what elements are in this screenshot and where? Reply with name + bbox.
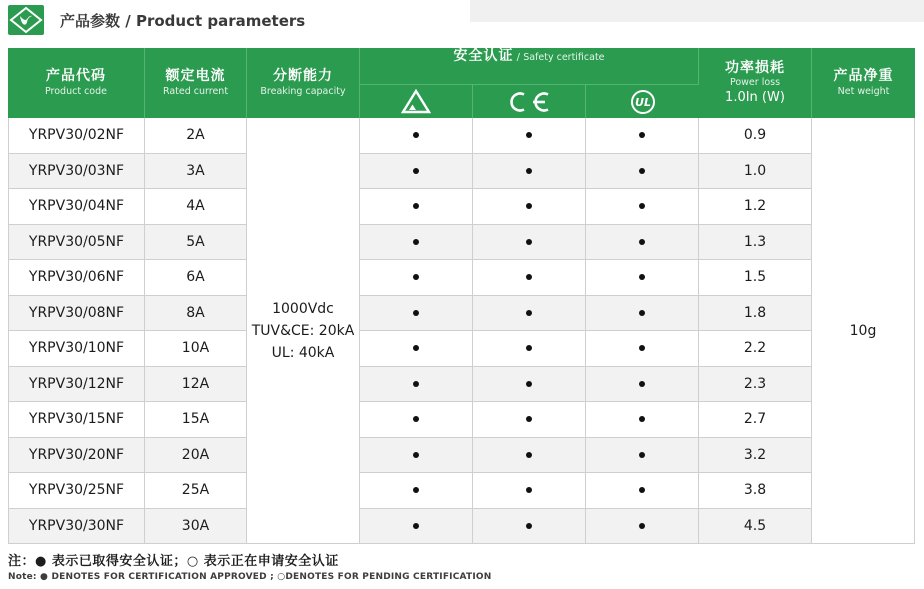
- tuv-cert-cell: [360, 118, 473, 154]
- col-header-ce: [473, 85, 586, 118]
- cert-approved-dot: [526, 239, 532, 245]
- tuv-cert-cell: [360, 438, 473, 474]
- brand-logo-icon: [8, 5, 44, 35]
- cert-approved-dot: [526, 274, 532, 280]
- power-loss-cell: 0.9: [699, 118, 812, 154]
- cert-approved-dot: [526, 168, 532, 174]
- tuv-cert-cell: [360, 296, 473, 332]
- col-header-tuv: [360, 85, 473, 118]
- power-loss-cell: 1.0: [699, 154, 812, 190]
- cert-approved-dot: [639, 416, 645, 422]
- page-title-en: Product parameters: [135, 11, 306, 30]
- col-header-product-code-en: Product code: [44, 85, 107, 97]
- cert-approved-dot: [413, 132, 419, 138]
- tuv-cert-cell: [360, 225, 473, 261]
- product-code-cell: YRPV30/06NF: [8, 260, 145, 296]
- net-weight-value: 10g: [849, 322, 877, 339]
- footnotes: [8, 550, 491, 582]
- cert-approved-dot: [413, 452, 419, 458]
- safety-certificate-separator: /: [513, 52, 524, 63]
- ul-cert-cell: [586, 331, 699, 367]
- cert-approved-dot: [413, 345, 419, 351]
- tuv-cert-cell: [360, 509, 473, 545]
- cert-approved-dot: [413, 274, 419, 280]
- rated-current-cell: 4A: [145, 189, 247, 225]
- power-loss-cell: 1.2: [699, 189, 812, 225]
- ul-cert-cell: [586, 225, 699, 261]
- product-code-cell: YRPV30/04NF: [8, 189, 145, 225]
- cert-approved-dot: [526, 132, 532, 138]
- cert-approved-dot: [526, 203, 532, 209]
- rated-current-cell: 10A: [145, 331, 247, 367]
- page-title-separator: /: [120, 11, 136, 30]
- ce-cert-cell: [473, 438, 586, 474]
- power-loss-cell: 1.5: [699, 260, 812, 296]
- col-header-breaking-capacity-zh: 分断能力: [273, 68, 333, 85]
- ce-cert-cell: [473, 367, 586, 403]
- tuv-triangle-icon: [401, 89, 431, 115]
- breaking-capacity-merged-cell: [247, 118, 360, 544]
- ul-cert-cell: [586, 189, 699, 225]
- ul-cert-cell: [586, 296, 699, 332]
- rated-current-cell: 12A: [145, 367, 247, 403]
- cert-approved-dot: [639, 523, 645, 529]
- cert-approved-dot: [526, 310, 532, 316]
- cert-approved-dot: [526, 345, 532, 351]
- col-header-rated-current: [145, 48, 247, 118]
- tuv-cert-cell: [360, 154, 473, 190]
- ul-cert-cell: [586, 402, 699, 438]
- product-code-cell: YRPV30/03NF: [8, 154, 145, 190]
- ce-mark-icon: [507, 91, 551, 113]
- power-loss-cell: 2.3: [699, 367, 812, 403]
- cert-approved-dot: [413, 168, 419, 174]
- product-code-cell: YRPV30/20NF: [8, 438, 145, 474]
- net-weight-merged-cell: [812, 118, 915, 544]
- cert-approved-dot: [639, 452, 645, 458]
- tuv-cert-cell: [360, 189, 473, 225]
- cert-approved-dot: [639, 168, 645, 174]
- col-header-safety-certificate-zh: 安全认证: [453, 48, 514, 64]
- ce-cert-cell: [473, 118, 586, 154]
- product-code-cell: YRPV30/25NF: [8, 473, 145, 509]
- col-header-power-loss-unit: 1.0In (W): [725, 90, 785, 106]
- ce-cert-cell: [473, 189, 586, 225]
- col-header-safety-certificate-en: Safety certificate: [523, 52, 605, 63]
- col-header-rated-current-zh: 额定电流: [165, 68, 226, 85]
- ce-cert-cell: [473, 225, 586, 261]
- tuv-cert-cell: [360, 367, 473, 403]
- col-header-breaking-capacity-en: Breaking capacity: [260, 85, 346, 97]
- ul-cert-cell: [586, 473, 699, 509]
- note-zh: 注：● 表示已取得安全认证；○ 表示正在申请安全认证: [8, 554, 339, 569]
- rated-current-cell: 30A: [145, 509, 247, 545]
- col-header-net-weight-en: Net weight: [837, 85, 890, 97]
- product-code-cell: YRPV30/30NF: [8, 509, 145, 545]
- page-title-zh: 产品参数: [60, 11, 121, 30]
- rated-current-cell: 5A: [145, 225, 247, 261]
- power-loss-cell: 3.2: [699, 438, 812, 474]
- col-header-breaking-capacity: [247, 48, 360, 118]
- col-header-power-loss-zh: 功率损耗: [725, 59, 785, 76]
- cert-approved-dot: [526, 487, 532, 493]
- ul-mark-icon: [630, 89, 656, 115]
- title-bar: [8, 5, 305, 35]
- cert-approved-dot: [526, 381, 532, 387]
- cert-approved-dot: [526, 523, 532, 529]
- col-header-power-loss-en: Power loss: [729, 77, 781, 89]
- product-parameters-table: [8, 48, 915, 544]
- ce-cert-cell: [473, 473, 586, 509]
- ce-cert-cell: [473, 260, 586, 296]
- tuv-cert-cell: [360, 473, 473, 509]
- power-loss-cell: 1.8: [699, 296, 812, 332]
- ce-cert-cell: [473, 296, 586, 332]
- tuv-cert-cell: [360, 331, 473, 367]
- cert-approved-dot: [413, 203, 419, 209]
- product-code-cell: YRPV30/15NF: [8, 402, 145, 438]
- power-loss-cell: 4.5: [699, 509, 812, 545]
- cert-approved-dot: [413, 487, 419, 493]
- power-loss-cell: 3.8: [699, 473, 812, 509]
- cert-approved-dot: [639, 310, 645, 316]
- note-en: Note: ● DENOTES FOR CERTIFICATION APPROVED ; ○DENOTES FOR PENDING CERTIFICATION: [8, 572, 492, 582]
- cert-approved-dot: [413, 381, 419, 387]
- product-code-cell: YRPV30/05NF: [8, 225, 145, 261]
- power-loss-cell: 2.2: [699, 331, 812, 367]
- product-code-cell: YRPV30/12NF: [8, 367, 145, 403]
- cert-approved-dot: [639, 274, 645, 280]
- rated-current-cell: 25A: [145, 473, 247, 509]
- col-header-product-code: [8, 48, 145, 118]
- cert-approved-dot: [413, 310, 419, 316]
- power-loss-cell: 1.3: [699, 225, 812, 261]
- ul-cert-cell: [586, 438, 699, 474]
- product-code-cell: YRPV30/10NF: [8, 331, 145, 367]
- ce-cert-cell: [473, 154, 586, 190]
- ul-cert-cell: [586, 154, 699, 190]
- col-header-product-code-zh: 产品代码: [46, 68, 106, 85]
- breaking-capacity-line1: 1000Vdc: [272, 300, 334, 317]
- cert-approved-dot: [639, 487, 645, 493]
- cert-approved-dot: [413, 523, 419, 529]
- tuv-cert-cell: [360, 260, 473, 296]
- cert-approved-dot: [413, 239, 419, 245]
- cert-approved-dot: [639, 381, 645, 387]
- power-loss-cell: 2.7: [699, 402, 812, 438]
- ul-cert-cell: [586, 118, 699, 154]
- rated-current-cell: 8A: [145, 296, 247, 332]
- breaking-capacity-line2: TUV&CE: 20kA: [251, 322, 355, 339]
- ce-cert-cell: [473, 331, 586, 367]
- rated-current-cell: 15A: [145, 402, 247, 438]
- cert-approved-dot: [639, 239, 645, 245]
- cert-approved-dot: [413, 416, 419, 422]
- ul-cert-cell: [586, 260, 699, 296]
- rated-current-cell: 6A: [145, 260, 247, 296]
- col-header-net-weight-zh: 产品净重: [833, 68, 894, 85]
- col-header-net-weight: [812, 48, 915, 118]
- rated-current-cell: 3A: [145, 154, 247, 190]
- breaking-capacity-line3: UL: 40kA: [271, 344, 335, 361]
- col-header-power-loss: [699, 48, 812, 118]
- tuv-cert-cell: [360, 402, 473, 438]
- page-title: [60, 10, 305, 31]
- top-strip: [470, 0, 924, 22]
- ul-cert-cell: [586, 367, 699, 403]
- col-header-ul: [586, 85, 699, 118]
- rated-current-cell: 20A: [145, 438, 247, 474]
- rated-current-cell: 2A: [145, 118, 247, 154]
- cert-approved-dot: [526, 416, 532, 422]
- ul-cert-cell: [586, 509, 699, 545]
- cert-approved-dot: [639, 345, 645, 351]
- cert-approved-dot: [526, 452, 532, 458]
- cert-approved-dot: [639, 132, 645, 138]
- ce-cert-cell: [473, 402, 586, 438]
- ce-cert-cell: [473, 509, 586, 545]
- product-code-cell: YRPV30/08NF: [8, 296, 145, 332]
- col-header-rated-current-en: Rated current: [162, 85, 229, 97]
- svg-text:UL: UL: [634, 95, 651, 109]
- cert-approved-dot: [639, 203, 645, 209]
- col-header-safety-certificate: [360, 48, 699, 85]
- product-code-cell: YRPV30/02NF: [8, 118, 145, 154]
